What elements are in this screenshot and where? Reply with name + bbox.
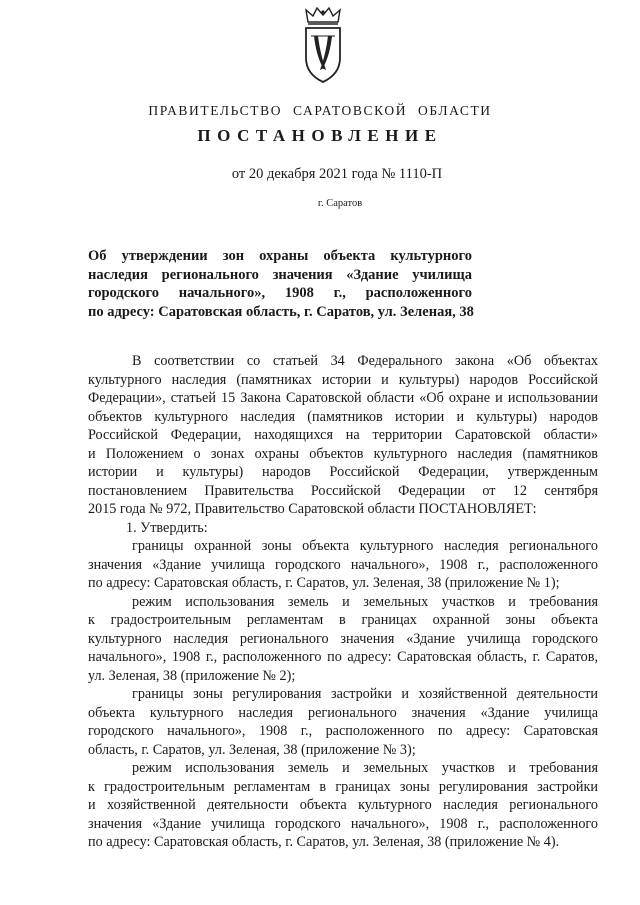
body-line: значения «Здание училища городского начального», 1908 г., расположенного xyxy=(88,815,598,832)
document-body xyxy=(88,352,598,852)
body-line: к градостроительным регламентам в границах зоны регулирования застройки xyxy=(88,778,598,795)
paragraph-a xyxy=(88,537,598,593)
body-line: культурного наследия (памятниках истории и культуры) народов Российской xyxy=(88,371,598,388)
body-line: значения «Здание училища городского начального», 1908 г., расположенного xyxy=(88,556,598,573)
body-line: постановлением Правительства Российской Федерации от 12 сентября xyxy=(88,482,598,499)
body-line: ул. Зеленая, 38 (приложение № 2); xyxy=(88,667,296,684)
paragraph-c xyxy=(88,685,598,759)
body-line: Российской Федерации, находящихся на территории Саратовской области» xyxy=(88,427,598,443)
subject-line: наследия регионального значения «Здание училища xyxy=(88,266,472,283)
body-line: по адресу: Саратовская область, г. Саратов, ул. Зеленая, 38 (приложение № 1); xyxy=(88,575,560,591)
body-line: область, г. Саратов, ул. Зеленая, 38 (приложение № 3); xyxy=(88,741,416,758)
document-type-title: ПОСТАНОВЛЕНИЕ xyxy=(197,126,443,145)
subject-line: Об утверждении зон охраны объекта культурного xyxy=(88,248,472,264)
document-subject xyxy=(88,247,472,321)
body-line: 2015 года № 972, Правительство Саратовской области ПОСТАНОВЛЯЕТ: xyxy=(88,501,537,517)
subject-line: городского начального», 1908 г., расположенного xyxy=(88,285,472,301)
body-line: границы охранной зоны объекта культурного наследия регионального xyxy=(132,538,598,554)
paragraph-d xyxy=(88,759,598,852)
body-line: городского начального», 1908 г., расположенного по адресу: Саратовская xyxy=(88,723,598,739)
body-line: по адресу: Саратовская область, г. Саратов, ул. Зеленая, 38 (приложение № 4). xyxy=(88,834,560,850)
body-line: объектов культурного наследия (памятников истории и культуры) народов xyxy=(88,408,598,425)
subject-line: по адресу: Саратовская область, г. Саратов, ул. Зеленая, 38 xyxy=(88,303,474,320)
body-line: и хозяйственной деятельности объекта культурного наследия регионального xyxy=(88,797,598,813)
body-line: 1. Утвердить: xyxy=(126,519,208,536)
body-line: Федерации», статьей 15 Закона Саратовской области «Об охране и использовании xyxy=(88,390,598,406)
body-line: объекта культурного наследия регионального значения «Здание училища xyxy=(88,704,598,721)
body-line: режим использования земель и земельных участков и требования xyxy=(132,760,598,776)
saratov-coat-of-arms-icon xyxy=(300,6,346,86)
body-line: границы зоны регулирования застройки и хозяйственной деятельности xyxy=(132,686,598,702)
body-line: начального», 1908 г., расположенного по адресу: Саратовская область, г. Саратов, xyxy=(88,649,598,665)
city: г. Саратов xyxy=(317,198,363,209)
government-name: ПРАВИТЕЛЬСТВО САРАТОВСКОЙ ОБЛАСТИ xyxy=(148,103,492,118)
body-line: к градостроительным регламентам в границах охранной зоны объекта xyxy=(88,612,598,628)
body-line: В соответствии со статьей 34 Федерального закона «Об объектах xyxy=(132,353,598,369)
paragraph-b xyxy=(88,593,598,686)
preamble-paragraph xyxy=(88,352,598,519)
body-line: культурного наследия регионального значения «Здание училища городского xyxy=(88,630,598,647)
item-1-heading xyxy=(88,519,598,538)
body-line: режим использования земель и земельных участков и требования xyxy=(132,593,598,610)
body-line: и Положением о зонах охраны объектов культурного наследия (памятников xyxy=(88,445,598,462)
date-and-number: от 20 декабря 2021 года № 1110-П xyxy=(231,166,443,182)
body-line: истории и культуры) народов Российской Федерации, утвержденным xyxy=(88,464,598,480)
